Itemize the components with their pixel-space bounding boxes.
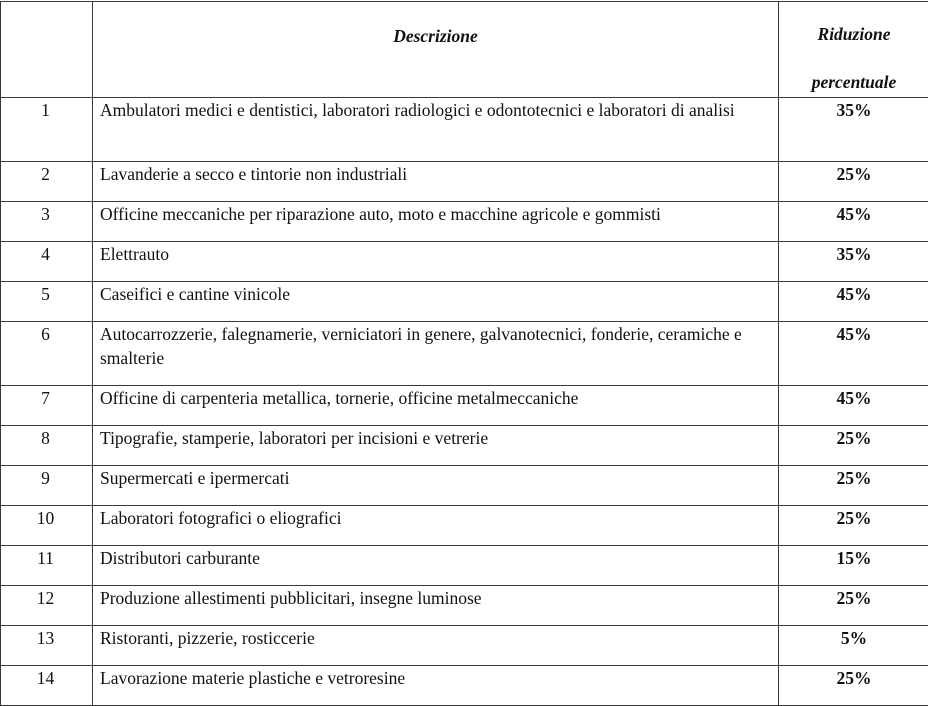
row-description: Ambulatori medici e dentistici, laboratori radiologici e odontotecnici e laboratori di analisi	[93, 98, 779, 162]
table-row	[1, 426, 928, 466]
row-description: Lavorazione materie plastiche e vetroresine	[93, 666, 779, 706]
row-reduction: 35%	[779, 242, 928, 282]
header-reduction	[779, 2, 928, 98]
row-description: Tipografie, stamperie, laboratori per incisioni e vetrerie	[93, 426, 779, 466]
row-reduction: 35%	[779, 98, 928, 162]
row-description: Produzione allestimenti pubblicitari, insegne luminose	[93, 586, 779, 626]
row-number: 5	[1, 282, 93, 322]
row-description: Officine di carpenteria metallica, tornerie, officine metalmeccaniche	[93, 386, 779, 426]
row-number: 11	[1, 546, 93, 586]
table-row	[1, 98, 928, 162]
row-number: 10	[1, 506, 93, 546]
table-row	[1, 626, 928, 666]
row-description: Caseifici e cantine vinicole	[93, 282, 779, 322]
table-row	[1, 386, 928, 426]
table-row	[1, 546, 928, 586]
row-reduction: 25%	[779, 426, 928, 466]
row-description: Supermercati e ipermercati	[93, 466, 779, 506]
header-number	[1, 2, 93, 98]
row-description: Elettrauto	[93, 242, 779, 282]
table-row	[1, 202, 928, 242]
row-reduction: 25%	[779, 666, 928, 706]
row-number: 14	[1, 666, 93, 706]
row-number: 1	[1, 98, 93, 162]
row-reduction: 45%	[779, 322, 928, 386]
row-number: 13	[1, 626, 93, 666]
header-reduction-line2: percentuale	[779, 46, 928, 94]
row-number: 4	[1, 242, 93, 282]
row-description: Ristoranti, pizzerie, rosticcerie	[93, 626, 779, 666]
row-reduction: 15%	[779, 546, 928, 586]
table-row	[1, 506, 928, 546]
row-number: 9	[1, 466, 93, 506]
row-description: Laboratori fotografici o eliografici	[93, 506, 779, 546]
row-reduction: 25%	[779, 506, 928, 546]
row-number: 2	[1, 162, 93, 202]
row-reduction: 25%	[779, 466, 928, 506]
row-reduction: 25%	[779, 162, 928, 202]
row-description: Officine meccaniche per riparazione auto, moto e macchine agricole e gommisti	[93, 202, 779, 242]
row-number: 3	[1, 202, 93, 242]
row-reduction: 25%	[779, 586, 928, 626]
reduction-table	[0, 1, 928, 706]
header-reduction-line1: Riduzione	[779, 2, 928, 46]
row-number: 6	[1, 322, 93, 386]
row-description: Distributori carburante	[93, 546, 779, 586]
row-reduction: 45%	[779, 282, 928, 322]
row-number: 7	[1, 386, 93, 426]
row-number: 12	[1, 586, 93, 626]
row-description: Autocarrozzerie, falegnamerie, verniciatori in genere, galvanotecnici, fonderie, ceramiche e smalterie	[93, 322, 779, 386]
table-row	[1, 322, 928, 386]
table-row	[1, 282, 928, 322]
row-description: Lavanderie a secco e tintorie non industriali	[93, 162, 779, 202]
table-row	[1, 242, 928, 282]
table-row	[1, 466, 928, 506]
table-row	[1, 162, 928, 202]
table-header-row	[1, 2, 928, 98]
row-reduction: 5%	[779, 626, 928, 666]
row-reduction: 45%	[779, 386, 928, 426]
header-description: Descrizione	[93, 2, 779, 98]
table-row	[1, 586, 928, 626]
row-reduction: 45%	[779, 202, 928, 242]
row-number: 8	[1, 426, 93, 466]
